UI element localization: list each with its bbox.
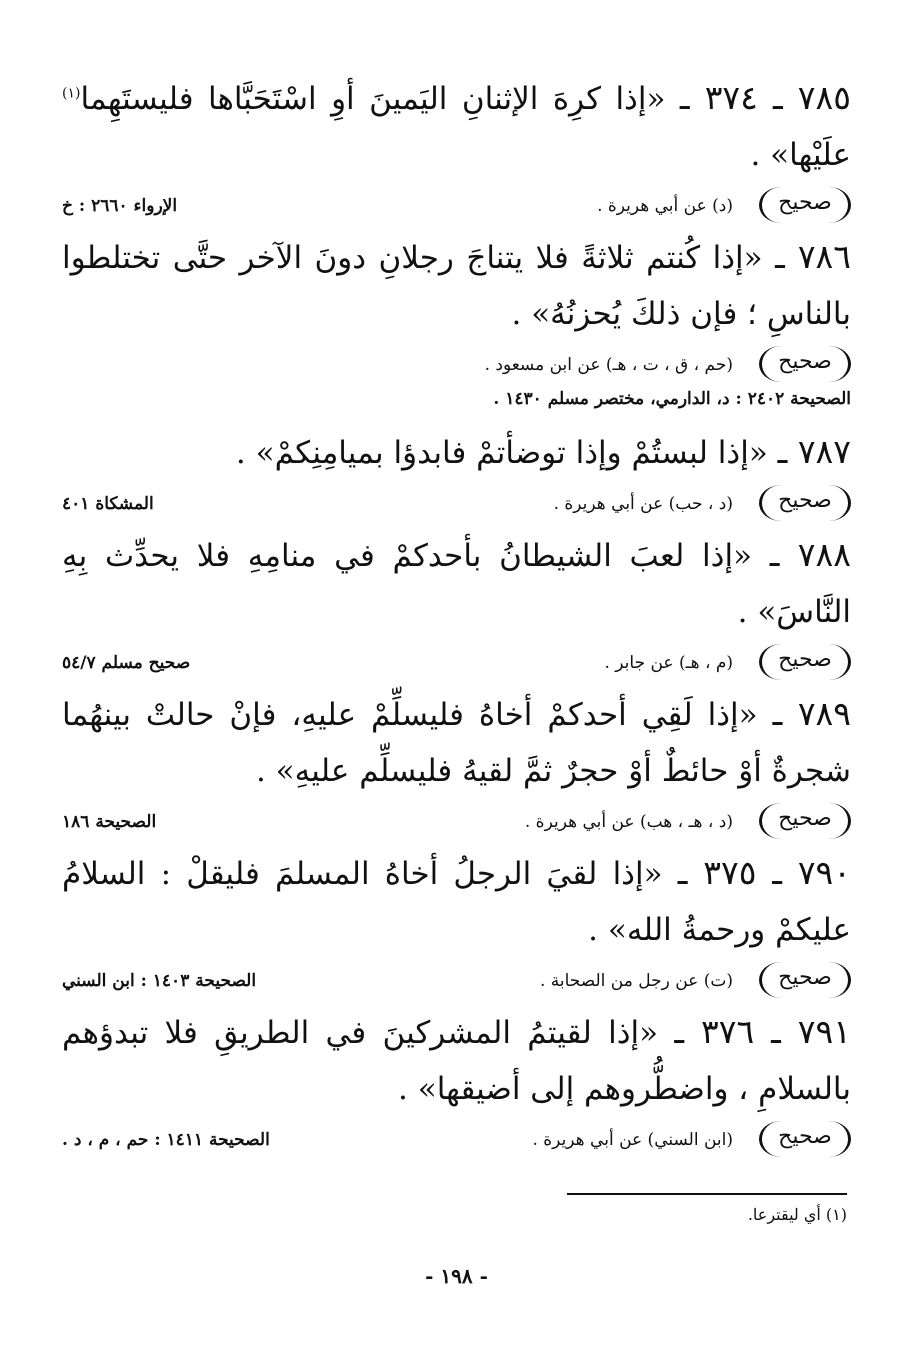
hadith-body: «إذا كرِهَ الإثنانِ اليَمينَ أوِ اسْتَحَبَّاها فليستَهِما <box>80 81 666 117</box>
grade-line <box>62 958 851 1004</box>
grade-badge: صحيح <box>759 644 851 680</box>
hadith-body: «إذا كُنتم ثلاثةً فلا يتناجَ رجلانِ دونَ الآخر حتَّى تختلطوا بالناسِ ؛ فإن ذلكَ يُحزنُهُ» . <box>62 240 851 332</box>
grade-badge: صحيح <box>759 1121 851 1157</box>
hadith-body: «إذا لَقِي أحدكمْ أخاهُ فليسلِّمْ عليهِ، فإنْ حالتْ بينهُما شجرةٌ أوْ حائطٌ أوْ حجرٌ ثمَّ لقيهُ فليسلِّم عليهِ» . <box>62 697 851 789</box>
grade-badge: صحيح <box>759 962 851 998</box>
grade-line <box>62 1117 851 1163</box>
hadith-text <box>62 686 851 799</box>
hadith-787 <box>62 424 851 527</box>
hadith-789 <box>62 686 851 845</box>
source-text: (د ، حب) عن أبي هريرة . <box>553 494 733 514</box>
footnote-divider <box>567 1193 847 1195</box>
grade-badge: صحيح <box>759 803 851 839</box>
grade-line <box>62 799 851 845</box>
hadith-body-continued: علَيْها» . <box>750 137 851 173</box>
hadith-number: ٧٩٠ ـ ٣٧٥ ـ <box>677 853 851 892</box>
hadith-body: «إذا لقيَ الرجلُ أخاهُ المسلمَ فليقلْ : السلامُ عليكمْ ورحمةُ الله» . <box>62 856 851 948</box>
grade-badge: صحيح <box>759 187 851 223</box>
hadith-number: ٧٨٥ ـ ٣٧٤ ـ <box>679 78 851 117</box>
source-text: (ت) عن رجل من الصحابة . <box>539 971 733 991</box>
hadith-number: ٧٨٩ ـ <box>772 694 852 733</box>
source-text: (د) عن أبي هريرة . <box>597 196 733 216</box>
reference-text: صحيح مسلم ٥٤/٧ <box>62 653 191 673</box>
hadith-791 <box>62 1004 851 1163</box>
hadith-number: ٧٨٧ ـ <box>777 432 851 471</box>
source-text: (ابن السني) عن أبي هريرة . <box>532 1130 733 1150</box>
footnote-marker: (١) <box>62 85 81 102</box>
hadith-body: «إذا لعبَ الشيطانُ بأحدكمْ في منامِهِ فلا يحدِّث بِهِ النَّاسَ» . <box>62 538 851 630</box>
reference-text: الصحيحة ١٤٠٣ : ابن السني <box>62 971 257 991</box>
hadith-text <box>62 527 851 640</box>
hadith-790 <box>62 845 851 1004</box>
reference-text: الصحيحة ١٤١١ : حم ، م ، د . <box>62 1130 270 1150</box>
hadith-text <box>62 845 851 958</box>
grade-badge: صحيح <box>759 346 851 382</box>
reference-text: الصحيحة ٢٤٠٢ : د، الدارمي، مختصر مسلم ١٤٣٠ . <box>493 389 851 409</box>
hadith-body: «إذا لبستُمْ وإذا توضأتمْ فابدؤا بميامِنِكمْ» . <box>235 435 768 471</box>
source-text: (د ، هـ ، هب) عن أبي هريرة . <box>524 812 733 832</box>
hadith-785 <box>62 70 851 229</box>
grade-line <box>62 342 851 388</box>
page-number: - ١٩٨ - <box>425 1264 488 1288</box>
source-text: (حم ، ق ، ت ، هـ) عن ابن مسعود . <box>484 355 733 375</box>
reference-text: الصحيحة ١٨٦ <box>62 812 157 832</box>
hadith-788 <box>62 527 851 686</box>
hadith-number: ٧٩١ ـ ٣٧٦ ـ <box>674 1012 851 1051</box>
hadith-text <box>62 229 851 342</box>
hadith-text <box>62 70 851 183</box>
grade-line <box>62 183 851 229</box>
grade-line <box>62 481 851 527</box>
hadith-text <box>62 1004 851 1117</box>
hadith-body: «إذا لقيتمُ المشركينَ في الطريقِ فلا تبدؤهم بالسلامِ ، واضطُّروهم إلى أضيقها» . <box>62 1015 851 1107</box>
reference-text: المشكاة ٤٠١ <box>62 494 154 514</box>
hadith-786 <box>62 229 851 414</box>
hadith-number: ٧٨٨ ـ <box>769 535 851 574</box>
footnote: (١) أي ليقترعا. <box>747 1205 847 1224</box>
grade-line <box>62 640 851 686</box>
source-text: (م ، هـ) عن جابر . <box>604 653 733 673</box>
grade-badge: صحيح <box>759 485 851 521</box>
hadith-number: ٧٨٦ ـ <box>775 237 851 276</box>
hadith-text <box>62 424 851 481</box>
reference-text: الإرواء ٢٦٦٠ : خ <box>62 196 178 216</box>
spacer <box>62 414 851 424</box>
